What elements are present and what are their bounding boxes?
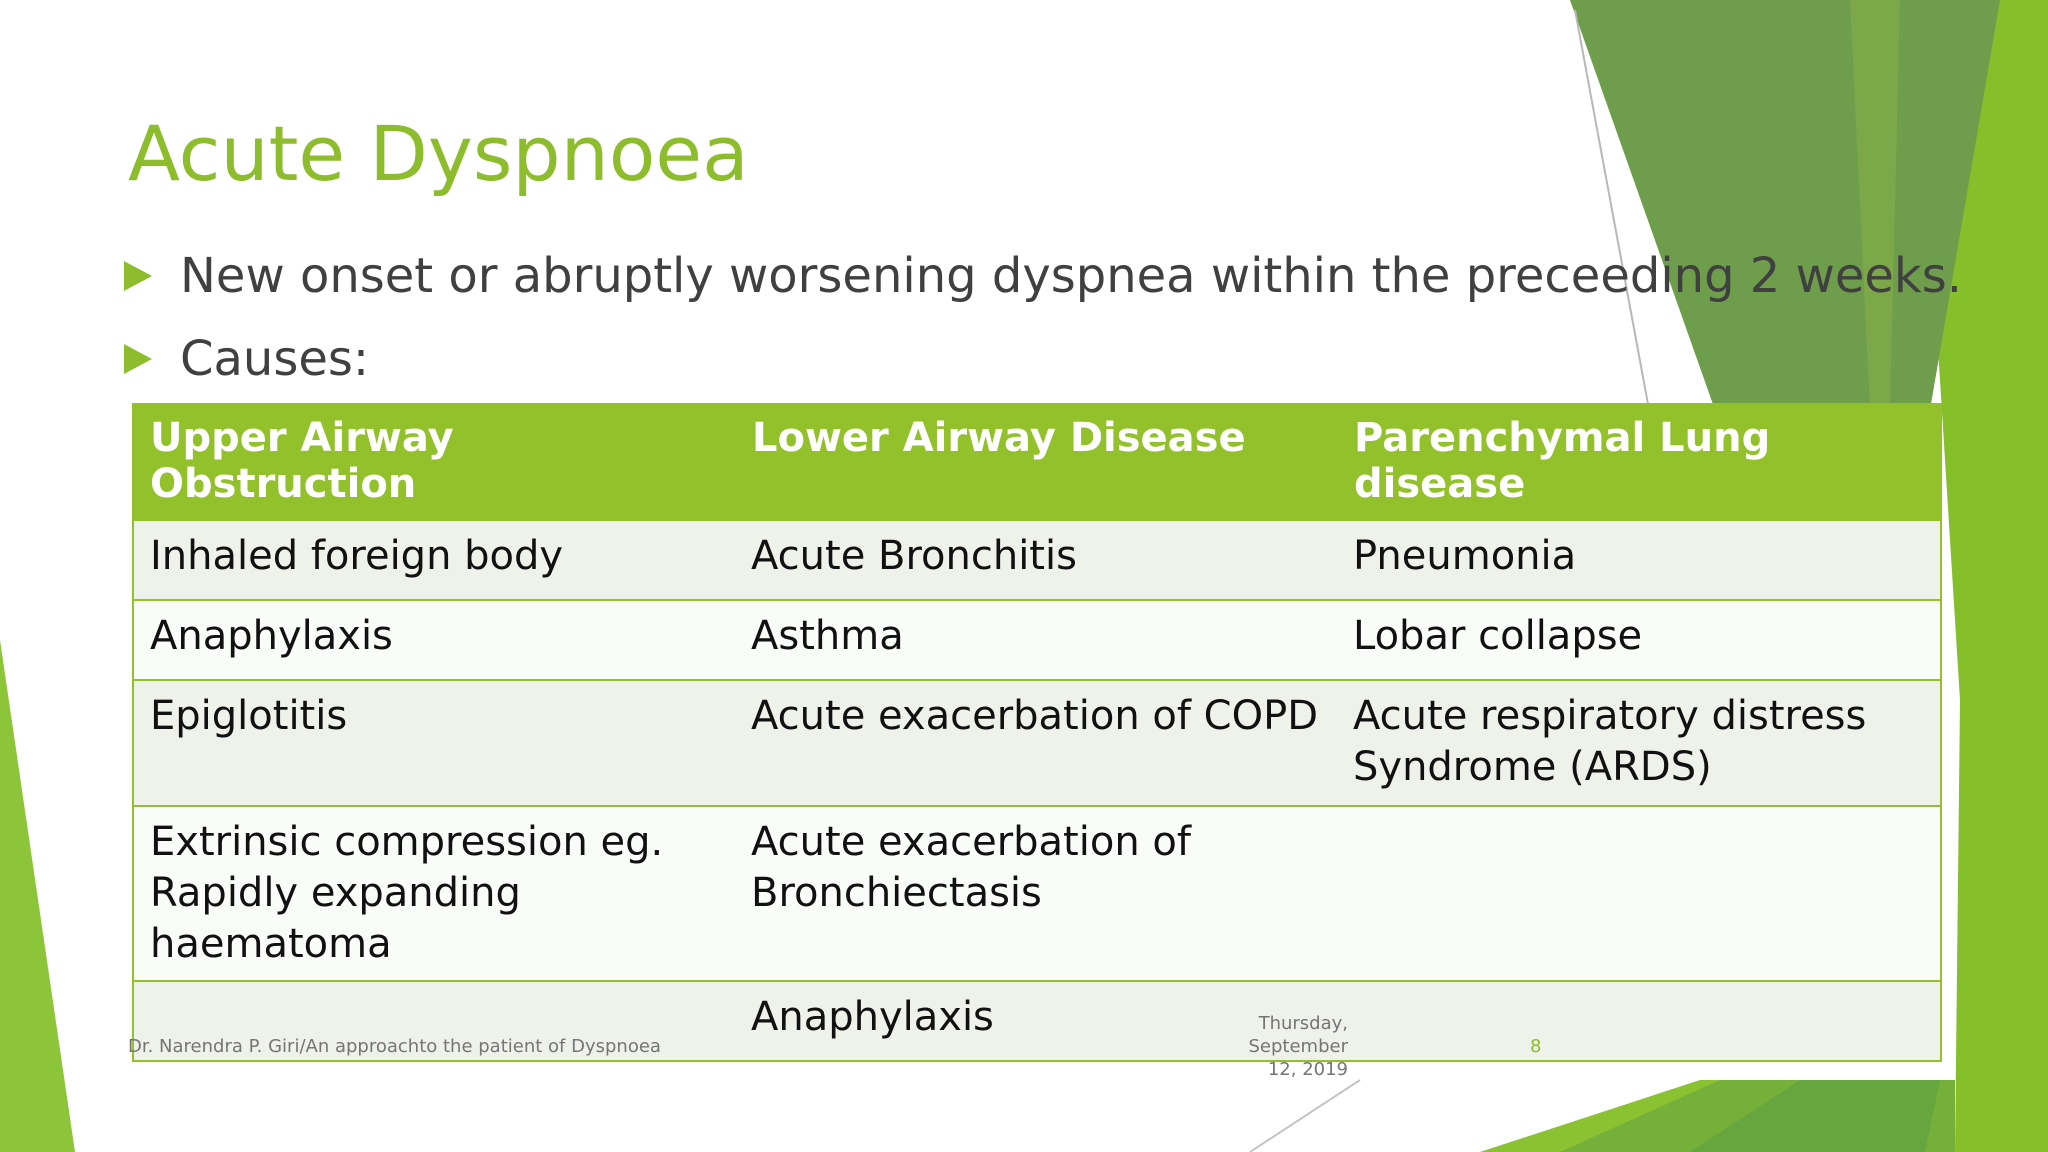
table-cell: Epiglotitis: [133, 680, 735, 806]
table-cell: Anaphylaxis: [735, 981, 1337, 1061]
table-cell: Acute exacerbation of COPD: [735, 680, 1337, 806]
table-cell: Asthma: [735, 600, 1337, 680]
table-row: [133, 806, 1941, 981]
bullet-item: [124, 248, 1962, 304]
table-row: [133, 680, 1941, 806]
table-row: [133, 600, 1941, 680]
bullet-item: [124, 331, 369, 387]
bullet-text: New onset or abruptly worsening dyspnea within the preceeding 2 weeks.: [180, 248, 1962, 304]
column-header: Upper Airway Obstruction: [133, 403, 735, 520]
left-green-sliver: [0, 640, 75, 1152]
table-cell: Anaphylaxis: [133, 600, 735, 680]
bullet-arrow-icon: [124, 261, 152, 291]
right-top-dark-panel: [1570, 0, 2000, 410]
slide-number: 8: [1530, 1036, 1542, 1057]
footer-date: Thursday, September 12, 2019: [1248, 1013, 1348, 1080]
table-cell: Acute respiratory distress Syndrome (ARDS): [1337, 680, 1941, 806]
table-cell: Extrinsic compression eg. Rapidly expanding haematoma: [133, 806, 735, 981]
causes-table: [132, 403, 1942, 1062]
column-header: Parenchymal Lung disease: [1337, 403, 1941, 520]
table-cell: Lobar collapse: [1337, 600, 1941, 680]
table-cell: Acute Bronchitis: [735, 520, 1337, 600]
bullet-text: Causes:: [180, 331, 370, 387]
table-cell: Pneumonia: [1337, 520, 1941, 600]
footer-author: Dr. Narendra P. Giri/An approachto the patient of Dyspnoea: [128, 1036, 661, 1057]
table-row: [133, 520, 1941, 600]
bullet-arrow-icon: [124, 344, 152, 374]
table-header-row: [133, 403, 1941, 520]
table-cell: Inhaled foreign body: [133, 520, 735, 600]
table-cell: Acute exacerbation of Bronchiectasis: [735, 806, 1337, 981]
table-cell: [1337, 806, 1941, 981]
column-header: Lower Airway Disease: [735, 403, 1337, 520]
table-cell: [1337, 981, 1941, 1061]
slide-title: Acute Dyspnoea: [128, 109, 749, 198]
thin-diagonal-line-bottom: [1250, 1080, 1360, 1152]
